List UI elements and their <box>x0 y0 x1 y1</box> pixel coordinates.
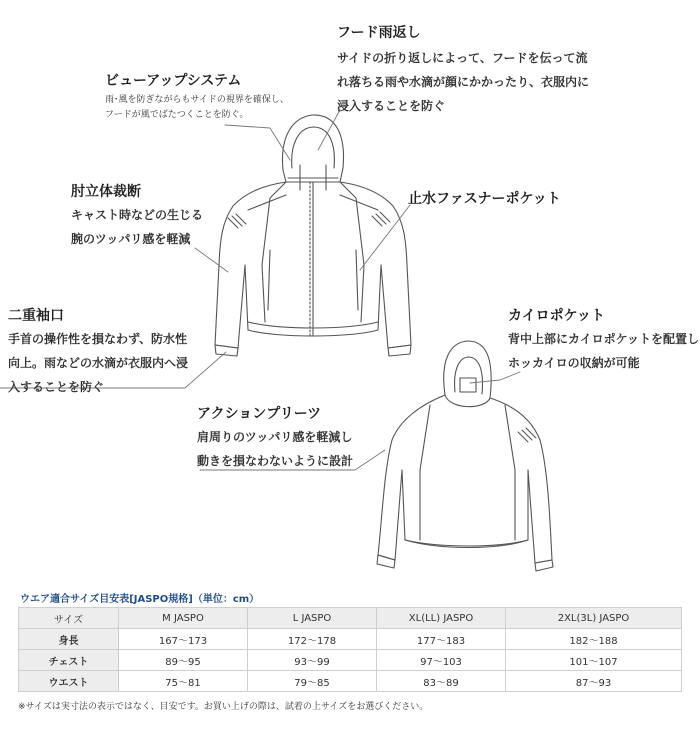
feature-desc: 雨･風を防ぎながらもサイドの視界を確保し、 フードが風でばたつくことを防ぐ。 <box>105 95 289 120</box>
feature-elbow-cut <box>71 183 203 251</box>
table-row <box>19 671 682 692</box>
feature-warmer-pocket <box>508 307 699 375</box>
table-cell: 75〜81 <box>119 671 248 692</box>
header-cell: M JASPO <box>119 608 248 629</box>
feature-view-up-system <box>105 72 289 123</box>
feature-action-pleats <box>197 405 353 473</box>
header-cell: L JASPO <box>248 608 377 629</box>
header-cell: 2XL(3L) JASPO <box>506 608 682 629</box>
table-cell: 177〜183 <box>377 629 506 650</box>
feature-title: アクションプリーツ <box>197 406 322 422</box>
table-cell: 93〜99 <box>248 650 377 671</box>
size-note: ※サイズは実寸法の表示ではなく、目安です。お買い上げの際は、試着の上サイズをお選びください。 <box>18 702 429 712</box>
back-jacket-drawing <box>377 341 553 571</box>
feature-title: ビューアップシステム <box>105 73 242 89</box>
size-chart-table <box>18 607 682 692</box>
feature-title: カイロポケット <box>508 308 605 324</box>
feature-title: 肘立体裁断 <box>71 184 141 200</box>
table-header-row <box>19 608 682 629</box>
size-chart-title: ウエア適合サイズ目安表[JASPO規格]（単位：cm） <box>20 594 260 605</box>
table-cell: 83〜89 <box>377 671 506 692</box>
feature-waterproof-zip-pocket <box>408 190 561 208</box>
feature-desc: 手首の操作性を損なわず、防水性 向上。雨などの水滴が衣服内へ浸 入することを防ぐ <box>8 332 189 394</box>
feature-desc: 肩周りのツッパリ感を軽減し 動きを損なわないように設計 <box>197 430 354 468</box>
table-cell: 172〜178 <box>248 629 377 650</box>
table-cell: 79〜85 <box>248 671 377 692</box>
table-cell: 182〜188 <box>506 629 682 650</box>
row-label: 身長 <box>19 629 119 650</box>
row-label: チェスト <box>19 650 119 671</box>
table-cell: 89〜95 <box>119 650 248 671</box>
feature-double-cuff <box>8 307 188 399</box>
feature-desc: サイドの折り返しによって、フードを伝って流 れ落ちる雨や水滴が顔にかかったり、衣服内に 浸入することを防ぐ <box>337 51 590 113</box>
feature-desc: キャスト時などの生じる 腕のツッパリ感を軽減 <box>71 208 204 246</box>
front-jacket-drawing <box>215 115 411 356</box>
table-cell: 167〜173 <box>119 629 248 650</box>
feature-desc: 背中上部にカイロポケットを配置し ホッカイロの収納が可能 <box>508 332 700 370</box>
header-cell: サイズ <box>19 608 119 629</box>
table-cell: 101〜107 <box>506 650 682 671</box>
feature-title: フード雨返し <box>337 25 421 41</box>
table-cell: 97〜103 <box>377 650 506 671</box>
header-cell: XL(LL) JASPO <box>377 608 506 629</box>
row-label: ウエスト <box>19 671 119 692</box>
feature-title: 二重袖口 <box>8 308 64 324</box>
table-cell: 87〜93 <box>506 671 682 692</box>
feature-title: 止水ファスナーポケット <box>408 191 561 207</box>
feature-hood-rain-guard <box>337 24 589 118</box>
table-row <box>19 650 682 671</box>
table-row <box>19 629 682 650</box>
